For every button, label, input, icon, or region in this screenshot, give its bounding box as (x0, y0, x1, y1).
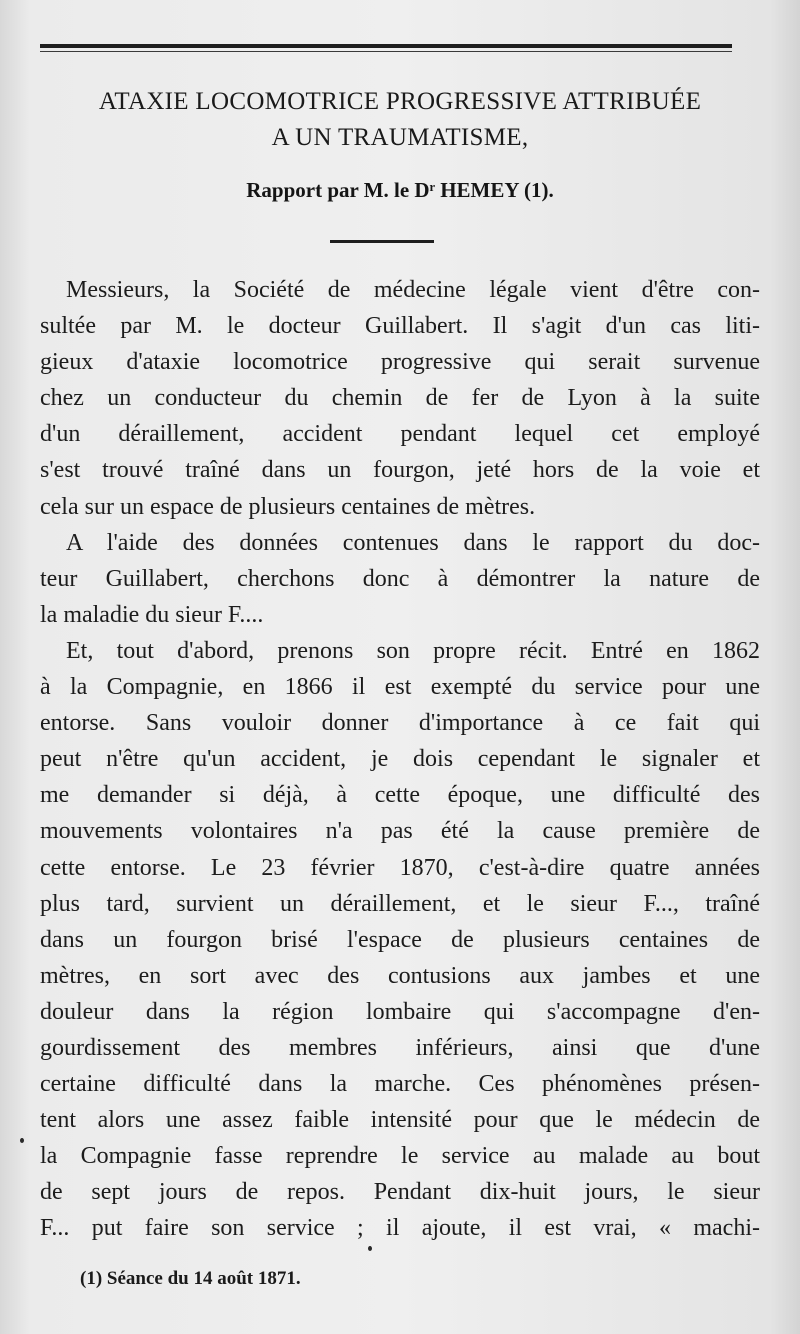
body-line: cela sur un espace de plusieurs centaines de mètres. (40, 493, 536, 520)
body-line: gieux d'ataxie locomotrice progressive qui serait survenue (40, 349, 760, 376)
footnote: (1) Séance du 14 août 1871. (80, 1268, 301, 1289)
article-byline: Rapport par M. le Dʳ HEMEY (1). (246, 178, 554, 202)
body-line: gourdissement des membres inférieurs, ainsi que d'une (40, 1034, 760, 1061)
body-line: plus tard, survient un déraillement, et le sieur F..., traîné (40, 890, 760, 917)
body-line: dans un fourgon brisé l'espace de plusieurs centaines de (40, 926, 760, 953)
body-line: d'un déraillement, accident pendant lequel cet employé (40, 421, 760, 448)
body-line: peut n'être qu'un accident, je dois cependant le signaler et (40, 746, 760, 773)
body-line: teur Guillabert, cherchons donc à démontrer la nature de (40, 565, 760, 592)
body-line: chez un conducteur du chemin de fer de Lyon à la suite (40, 385, 760, 412)
body-line: de sept jours de repos. Pendant dix-huit jours, le sieur (40, 1179, 760, 1206)
body-line: A l'aide des données contenues dans le rapport du doc- (66, 529, 760, 556)
body-line: la maladie du sieur F.... (40, 601, 264, 628)
body-line: s'est trouvé traîné dans un fourgon, jeté hors de la voie et (40, 457, 760, 484)
body-line: F... put faire son service ; il ajoute, il est vrai, « machi- (40, 1215, 760, 1242)
body-line: sultée par M. le docteur Guillabert. Il s'agit d'un cas liti- (40, 313, 760, 340)
body-line: mouvements volontaires n'a pas été la cause première de (40, 818, 760, 845)
body-line: me demander si déjà, à cette époque, une difficulté des (40, 782, 760, 809)
article-title-line-1: ATAXIE LOCOMOTRICE PROGRESSIVE ATTRIBUÉE (98, 88, 702, 115)
article-body (40, 272, 760, 1247)
header-rule (40, 44, 732, 48)
body-line: entorse. Sans vouloir donner d'importance à ce fait qui (40, 710, 760, 737)
body-line: certaine difficulté dans la marche. Ces phénomènes présen- (40, 1071, 760, 1098)
body-line: la Compagnie fasse reprendre le service au malade au bout (40, 1143, 760, 1170)
header-rule-thin (40, 51, 732, 52)
section-rule (330, 240, 434, 243)
body-line: mètres, en sort avec des contusions aux jambes et une (40, 962, 760, 989)
ink-speck (20, 1138, 24, 1143)
body-line: à la Compagnie, en 1866 il est exempté du service pour une (40, 674, 760, 701)
body-line: Et, tout d'abord, prenons son propre récit. Entré en 1862 (66, 637, 760, 664)
body-line: cette entorse. Le 23 février 1870, c'est-à-dire quatre années (40, 854, 760, 881)
ink-speck (368, 1246, 372, 1251)
body-line: douleur dans la région lombaire qui s'accompagne d'en- (40, 998, 760, 1025)
article-title-line-2: A UN TRAUMATISME, (271, 124, 529, 151)
body-line: Messieurs, la Société de médecine légale vient d'être con- (66, 277, 760, 303)
body-line: tent alors une assez faible intensité pour que le médecin de (40, 1107, 760, 1134)
